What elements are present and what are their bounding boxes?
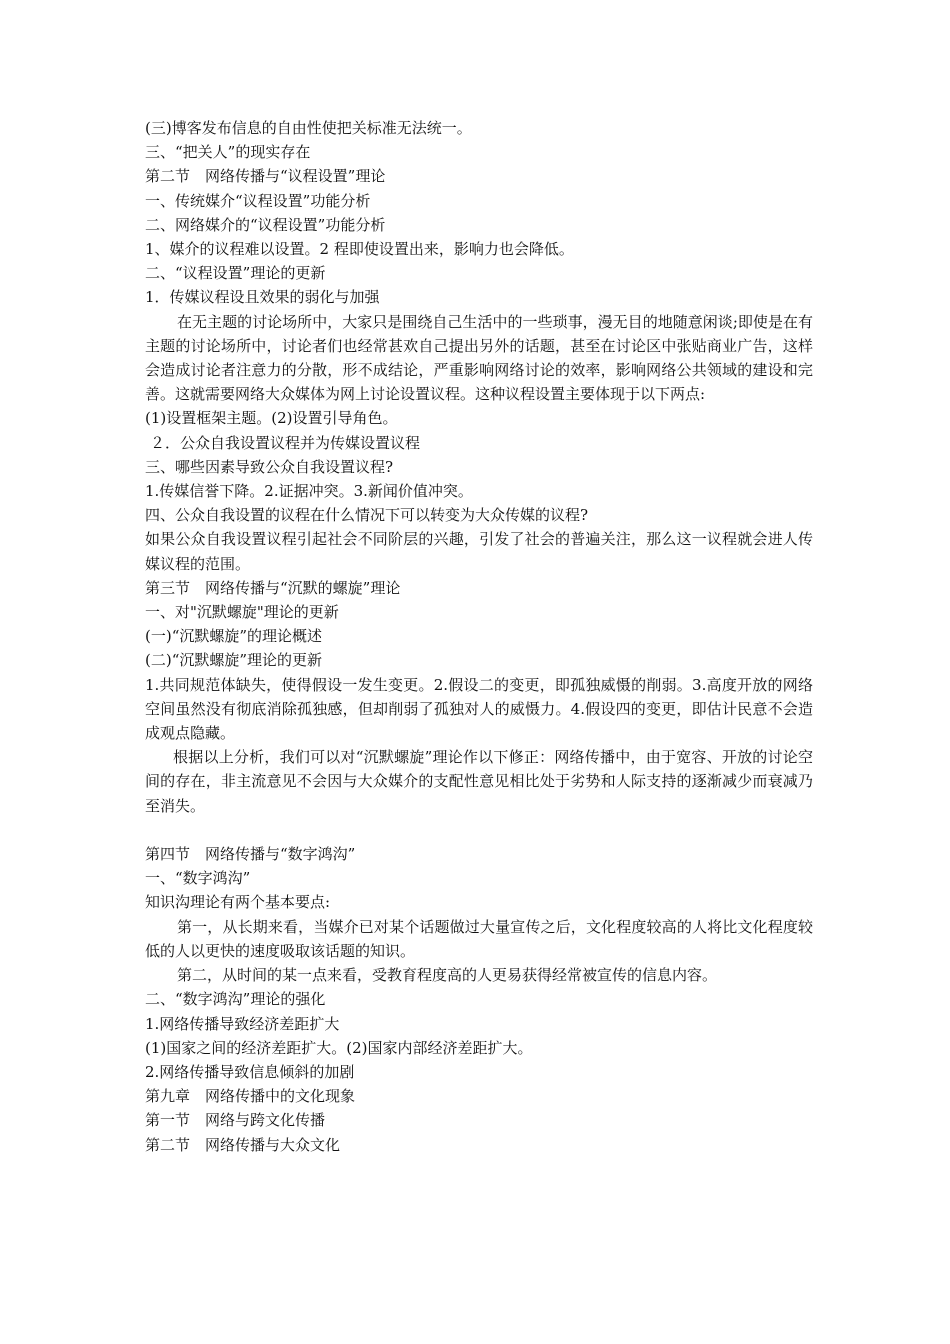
paragraph: 在无主题的讨论场所中，大家只是围绕自己生活中的一些琐事，漫无目的地随意闲谈;即使是在有主题的讨论场所中，讨论者们也经常甚欢自己提出另外的话题，甚至在讨论区中张贴商业广告，这样会造成讨论者注意力的分散，形不成结论，严重影响网络讨论的效率，影响网络公共领域的建设和完善。这就需要网络大众媒体为网上讨论设置议程。这种议程设置主要体现于以下两点: xyxy=(145,312,813,404)
heading: 二、“数字鸿沟”理论的强化 xyxy=(145,990,326,1009)
chapter-heading: 第九章 网络传播中的文化现象 xyxy=(145,1087,356,1106)
section-heading: 第四节 网络传播与“数字鸿沟” xyxy=(145,845,356,864)
text-line: (三)博客发布信息的自由性使把关标准无法统一。 xyxy=(145,119,472,137)
text-line: (1)设置框架主题。(2)设置引导角色。 xyxy=(145,409,398,428)
heading: 2.网络传播导致信息倾斜的加剧 xyxy=(145,1062,355,1081)
text-line: 1.传媒信誉下降。2.证据冲突。3.新闻价值冲突。 xyxy=(145,482,473,501)
heading: 1．传媒议程设且效果的弱化与加强 xyxy=(145,288,380,307)
section-heading: 第二节 网络传播与大众文化 xyxy=(145,1135,341,1154)
heading: 二、网络媒介的“议程设置”功能分析 xyxy=(145,215,386,234)
paragraph: 第二，从时间的某一点来看，受教育程度高的人更易获得经常被宣传的信息内容。 xyxy=(177,966,718,985)
paragraph: 根据以上分析，我们可以对“沉默螺旋”理论作以下修正：网络传播中，由于宽容、开放的讨论空间的存在，非主流意见不会因与大众媒介的支配性意见相比处于劣势和人际支持的逐渐减少而衰减乃至消失。 xyxy=(145,748,813,815)
heading: ２．公众自我设置议程并为传媒设置议程 xyxy=(150,433,421,452)
paragraph: 第一，从长期来看，当媒介已对某个话题做过大量宣传之后，文化程度较高的人将比文化程度较低的人以更快的速度吸取该话题的知识。 xyxy=(145,917,813,960)
heading: 一、“数字鸿沟” xyxy=(145,869,251,888)
heading: (一)“沉默螺旋”的理论概述 xyxy=(145,627,323,646)
heading: 一、对"沉默螺旋"理论的更新 xyxy=(145,603,339,622)
section-heading: 第三节 网络传播与“沉默的螺旋”理论 xyxy=(145,578,401,597)
paragraph: 如果公众自我设置议程引起社会不同阶层的兴趣，引发了社会的普遍关注，那么这一议程就会进人传媒议程的范围。 xyxy=(145,530,813,573)
heading: 四、公众自我设置的议程在什么情况下可以转变为大众传媒的议程? xyxy=(145,506,589,525)
text-line: (1)国家之间的经济差距扩大。(2)国家内部经济差距扩大。 xyxy=(145,1038,533,1057)
heading: 二、“议程设置”理论的更新 xyxy=(145,264,326,283)
paragraph: 1.共同规范体缺失，使得假设一发生变更。2.假设二的变更，即孤独威慑的削弱。3.高度开放的网络空间虽然没有彻底消除孤独感，但却削弱了孤独对人的威慑力。4.假设四的变更，即估计民意不会造成观点隐藏。 xyxy=(145,675,813,743)
heading: 1.网络传播导致经济差距扩大 xyxy=(145,1014,340,1033)
heading: 一、传统媒介“议程设置”功能分析 xyxy=(145,191,371,210)
heading: (二)“沉默螺旋”理论的更新 xyxy=(145,651,323,670)
text-line: 1、媒介的议程难以设置。2 程即使设置出来，影响力也会降低。 xyxy=(145,240,574,259)
section-heading: 第二节 网络传播与“议程设置”理论 xyxy=(145,167,386,186)
section-heading: 第一节 网络与跨文化传播 xyxy=(145,1111,326,1130)
text-line: 知识沟理论有两个基本要点: xyxy=(145,893,331,912)
heading: 三、哪些因素导致公众自我设置议程? xyxy=(145,457,394,476)
heading: 三、“把关人”的现实存在 xyxy=(145,143,311,162)
blank-line xyxy=(145,818,813,842)
document-page xyxy=(145,116,813,1157)
